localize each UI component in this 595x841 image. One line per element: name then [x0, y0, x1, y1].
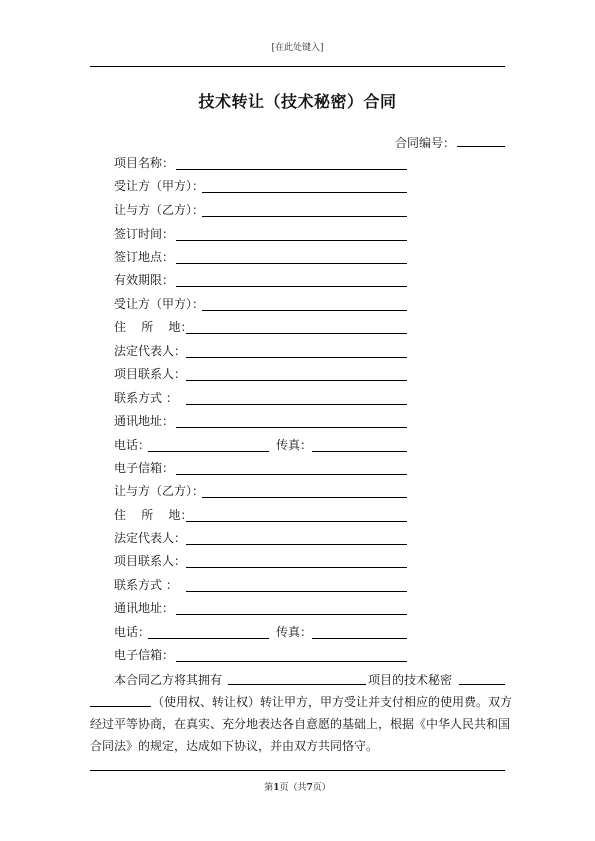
- fill-line[interactable]: [176, 474, 407, 475]
- paragraph-text: 经过平等协商，在真实、充分地表达各自意愿的基础上，根据《中华人民共和国: [90, 717, 511, 731]
- document-title: 技术转让（技术秘密）合同: [198, 92, 397, 111]
- field-sign-place: [114, 250, 174, 264]
- phone-fill-line[interactable]: [148, 638, 269, 639]
- field-label: 电子信箱：: [114, 461, 175, 475]
- field-project-name: [114, 156, 174, 170]
- paragraph-line: [90, 669, 505, 691]
- fill-line[interactable]: [186, 380, 407, 381]
- field-valid-period: [114, 273, 174, 287]
- field-assignee-a: [114, 179, 204, 193]
- field-sign-time: [114, 227, 174, 241]
- field-contact-method-a: [114, 391, 178, 405]
- field-assignor-b-2: [114, 484, 204, 498]
- contract-number-label: 合同编号：: [394, 136, 455, 150]
- fax-fill-line[interactable]: [312, 638, 407, 639]
- field-label: 住 所 地：: [114, 320, 193, 334]
- field-label: 让与方（乙方）：: [114, 484, 205, 498]
- footer-text: 页）: [312, 783, 331, 793]
- paragraph-text: 本合同乙方将其拥有: [114, 673, 223, 687]
- field-label: 法定代表人：: [114, 344, 187, 358]
- fill-line[interactable]: [176, 240, 407, 241]
- field-assignor-b: [114, 203, 204, 217]
- footer-rule: [90, 770, 505, 771]
- field-label: 项目名称：: [114, 156, 175, 170]
- page-footer: [0, 780, 595, 793]
- page-header-placeholder[interactable]: [在此处键入]: [271, 43, 324, 53]
- contract-number-blank[interactable]: [457, 136, 505, 147]
- field-label: 通讯地址：: [114, 601, 175, 615]
- field-mailing-address-b: [114, 601, 174, 615]
- field-contact-person-a: [114, 367, 186, 381]
- paragraph-line: [90, 691, 513, 713]
- field-label: 联系方式 ：: [114, 578, 178, 592]
- paragraph-text: 合同法》的规定，达成如下协议，并由双方共同恪守。: [90, 739, 379, 753]
- fill-line[interactable]: [186, 333, 407, 334]
- field-label: 受让方（甲方）：: [114, 179, 205, 193]
- project-name-blank[interactable]: [228, 684, 366, 685]
- fill-line[interactable]: [176, 169, 407, 170]
- field-label: 电话：: [114, 625, 151, 639]
- field-label: 法定代表人：: [114, 531, 187, 545]
- fill-line[interactable]: [176, 661, 407, 662]
- paragraph-line: [90, 713, 511, 735]
- current-page-number: 1: [273, 783, 280, 793]
- field-label: 有效期限：: [114, 273, 175, 287]
- total-page-number: 7: [306, 783, 313, 793]
- field-label: 项目联系人：: [114, 554, 187, 568]
- fill-line[interactable]: [202, 216, 407, 217]
- field-label: 传真：: [276, 438, 313, 452]
- field-label: 签订地点：: [114, 250, 175, 264]
- fill-line[interactable]: [176, 614, 407, 615]
- field-email-a: [114, 461, 174, 475]
- field-label: 受让方（甲方）：: [114, 297, 205, 311]
- fill-line[interactable]: [186, 567, 407, 568]
- field-label: 项目联系人：: [114, 367, 187, 381]
- field-label: 电子信箱：: [114, 648, 175, 662]
- fill-line[interactable]: [186, 544, 407, 545]
- fill-line[interactable]: [186, 521, 407, 522]
- field-address-b: [114, 508, 193, 522]
- field-label: 联系方式 ：: [114, 391, 178, 405]
- field-contact-method-b: [114, 578, 178, 592]
- fill-line[interactable]: [202, 192, 407, 193]
- paragraph-text: （使用权、转让权）转让甲方，甲方受让并支付相应的使用费。双方: [152, 695, 513, 709]
- fill-line[interactable]: [186, 404, 407, 405]
- field-label: 电话：: [114, 438, 151, 452]
- paragraph-text: 项目的技术秘密: [368, 673, 453, 687]
- fill-line[interactable]: [176, 286, 407, 287]
- fill-line[interactable]: [202, 310, 407, 311]
- body-paragraph: [90, 669, 513, 757]
- field-address-a: [114, 320, 193, 334]
- fill-line[interactable]: [176, 427, 407, 428]
- fill-line[interactable]: [186, 357, 407, 358]
- header-rule: [90, 66, 505, 67]
- field-assignee-a-2: [114, 297, 204, 311]
- contract-number: [395, 134, 505, 151]
- footer-text: 第: [264, 783, 274, 793]
- field-label: 通讯地址：: [114, 414, 175, 428]
- fax-fill-line[interactable]: [312, 451, 407, 452]
- field-legal-rep-a: [114, 344, 186, 358]
- paragraph-line: [90, 735, 505, 757]
- field-phone-fax-b: [114, 625, 313, 639]
- fill-line[interactable]: [202, 497, 407, 498]
- field-legal-rep-b: [114, 531, 186, 545]
- field-email-b: [114, 648, 174, 662]
- field-label: 传真：: [276, 625, 313, 639]
- rights-blank[interactable]: [90, 706, 151, 707]
- secret-blank[interactable]: [459, 684, 505, 685]
- fill-line[interactable]: [186, 591, 407, 592]
- footer-text: 页（共: [279, 783, 307, 793]
- field-phone-fax-a: [114, 438, 313, 452]
- field-label: 让与方（乙方）：: [114, 203, 205, 217]
- field-contact-person-b: [114, 554, 186, 568]
- field-label: 住 所 地：: [114, 508, 193, 522]
- phone-fill-line[interactable]: [148, 451, 269, 452]
- field-mailing-address-a: [114, 414, 174, 428]
- field-label: 签订时间：: [114, 227, 175, 241]
- fill-line[interactable]: [176, 263, 407, 264]
